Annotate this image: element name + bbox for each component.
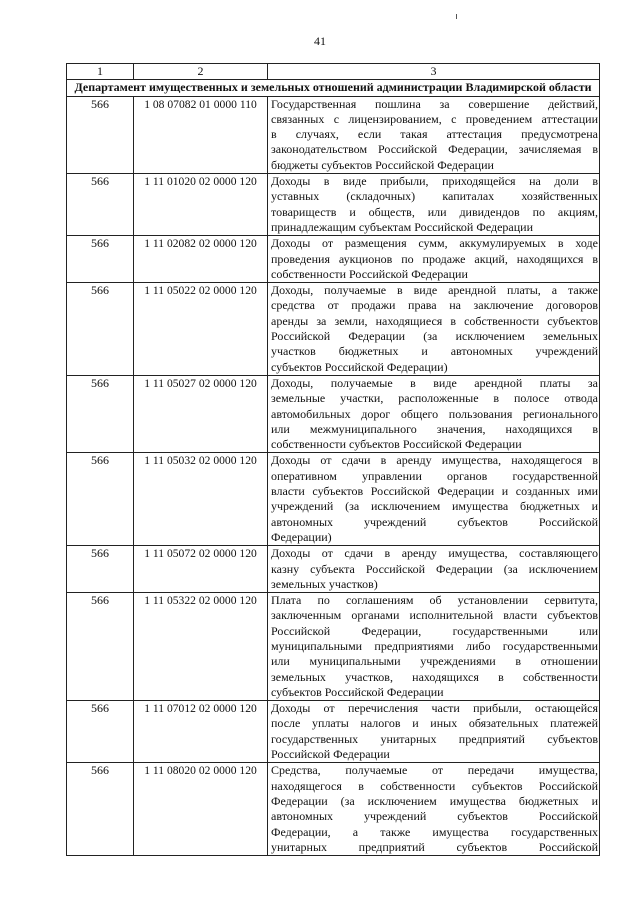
description-line: автономных учреждений субъектов Российской [271, 809, 598, 824]
description-line: участков бюджетных и автономных учреждений [271, 344, 598, 359]
description-line: после уплаты налогов и иных обязательных платежей [271, 716, 598, 731]
table-row [67, 375, 600, 452]
page-number: 41 [314, 34, 326, 48]
revenue-description-cell [268, 701, 600, 763]
table-row [67, 701, 600, 763]
description-line: государственных унитарных предприятий субъектов [271, 731, 598, 746]
description-line: аренды за земли, находящиеся в собственности субъектов [271, 313, 598, 328]
description-line: в случаях, если такая аттестация предусмотрена [271, 127, 598, 142]
budget-classification-code-cell: 1 11 05027 02 0000 120 [134, 375, 268, 452]
description-line: связанных с лицензированием, с проведением аттестации [271, 111, 598, 126]
budget-classification-code-cell: 1 11 02082 02 0000 120 [134, 236, 268, 283]
description-line: земельных участков) [271, 576, 378, 591]
description-line: земельных участков, находящихся в собственности [271, 669, 598, 684]
description-line: заключенным органами исполнительной власти субъектов [271, 608, 598, 623]
description-line: Доходы, получаемые в виде арендной платы за [271, 375, 598, 390]
description-line: Государственная пошлина за совершение действий, [271, 96, 598, 111]
description-line: законодательством Российской Федерации, зачисляемая в [271, 142, 598, 157]
revenue-description-cell [268, 763, 600, 856]
description-line: субъектов Российской Федерации) [271, 359, 448, 374]
description-line: автономных учреждений субъектов Российской [271, 514, 598, 529]
description-line: муниципальными предприятиями либо государственными [271, 638, 598, 653]
revenue-description-cell [268, 96, 600, 173]
description-line: Плата по соглашениям об установлении сервитута, [271, 593, 598, 608]
table-body [67, 64, 600, 856]
table-row [67, 283, 600, 376]
admin-code-cell: 566 [67, 236, 134, 283]
revenue-description-cell [268, 174, 600, 236]
department-row [67, 80, 600, 96]
budget-classification-code-cell: 1 11 08020 02 0000 120 [134, 763, 268, 856]
table-row [67, 546, 600, 593]
description-line: принадлежащим субъектам Российской Федерации [271, 219, 534, 234]
table-row [67, 593, 600, 701]
description-line: Доходы от сдачи в аренду имущества, составляющего [271, 546, 598, 561]
description-line: Средства, получаемые от передачи имущества, [271, 763, 598, 778]
description-line: уставных (складочных) капиталах хозяйственных [271, 189, 598, 204]
description-line: товариществ и обществ, или дивидендов по акциям, [271, 204, 598, 219]
description-line: унитарных предприятий субъектов Российской [271, 839, 598, 854]
revenue-description-cell [268, 283, 600, 376]
description-line: Доходы, получаемые в виде арендной платы, а также [271, 283, 598, 298]
column-header-1: 1 [67, 64, 134, 80]
budget-classification-code-cell: 1 08 07082 01 0000 110 [134, 96, 268, 173]
description-line: собственности Российской Федерации [271, 266, 468, 281]
description-line: Российской Федерации, государственными или [271, 623, 598, 638]
description-line: Российской Федерации (за исключением земельных [271, 329, 598, 344]
revenue-description-cell [268, 593, 600, 701]
description-line: или муниципальными учреждениями в отношении [271, 654, 598, 669]
description-line: Федерации (за исключением имущества бюджетных и [271, 793, 598, 808]
revenue-codes-table [66, 63, 600, 856]
column-header-2: 2 [134, 64, 268, 80]
description-line: или межмуниципального значения, находящихся в [271, 421, 598, 436]
budget-classification-code-cell: 1 11 07012 02 0000 120 [134, 701, 268, 763]
table-row [67, 96, 600, 173]
description-line: Доходы от сдачи в аренду имущества, находящегося в [271, 453, 598, 468]
department-title: Департамент имущественных и земельных отношений администрации Владимирской области [67, 80, 600, 96]
scan-mark [456, 14, 460, 19]
description-line: земельные участки, расположенные в полосе отвода [271, 391, 598, 406]
admin-code-cell: 566 [67, 375, 134, 452]
revenue-description-cell [268, 453, 600, 546]
admin-code-cell: 566 [67, 96, 134, 173]
description-line: власти субъектов Российской Федерации и созданных ими [271, 484, 598, 499]
description-line: Федерации) [271, 529, 332, 544]
admin-code-cell: 566 [67, 763, 134, 856]
description-line: учреждений (за исключением имущества бюджетных и [271, 499, 598, 514]
description-line: бюджеты субъектов Российской Федерации [271, 157, 494, 172]
budget-classification-code-cell: 1 11 01020 02 0000 120 [134, 174, 268, 236]
table-row [67, 174, 600, 236]
admin-code-cell: 566 [67, 283, 134, 376]
description-line: проведения аукционов по продаже акций, находящихся в [271, 251, 598, 266]
description-line: находящегося в собственности субъектов Российской [271, 778, 598, 793]
admin-code-cell: 566 [67, 453, 134, 546]
description-line: Доходы от размещения сумм, аккумулируемых в ходе [271, 236, 598, 251]
budget-classification-code-cell: 1 11 05072 02 0000 120 [134, 546, 268, 593]
description-line: Доходы в виде прибыли, приходящейся на доли в [271, 174, 598, 189]
admin-code-cell: 566 [67, 174, 134, 236]
admin-code-cell: 566 [67, 546, 134, 593]
revenue-description-cell [268, 375, 600, 452]
description-line: оперативном управлении органов государственной [271, 468, 598, 483]
description-line: Федерации, а также имущества государственных [271, 824, 598, 839]
admin-code-cell: 566 [67, 701, 134, 763]
budget-classification-code-cell: 1 11 05022 02 0000 120 [134, 283, 268, 376]
table-row [67, 453, 600, 546]
column-header-3: 3 [268, 64, 600, 80]
description-line: собственности субъектов Российской Федерации [271, 437, 522, 452]
description-line: субъектов Российской Федерации [271, 684, 444, 699]
admin-code-cell: 566 [67, 593, 134, 701]
table-row [67, 236, 600, 283]
description-line: Российской Федерации [271, 747, 390, 762]
description-line: Доходы от перечисления части прибыли, остающейся [271, 701, 598, 716]
budget-classification-code-cell: 1 11 05032 02 0000 120 [134, 453, 268, 546]
revenue-description-cell [268, 546, 600, 593]
description-line: средства от продажи права на заключение договоров [271, 298, 598, 313]
table-header-row [67, 64, 600, 80]
table-row [67, 763, 600, 856]
revenue-description-cell [268, 236, 600, 283]
description-line: казну субъекта Российской Федерации (за исключением [271, 561, 598, 576]
description-line: автомобильных дорог общего пользования регионального [271, 406, 598, 421]
budget-classification-code-cell: 1 11 05322 02 0000 120 [134, 593, 268, 701]
